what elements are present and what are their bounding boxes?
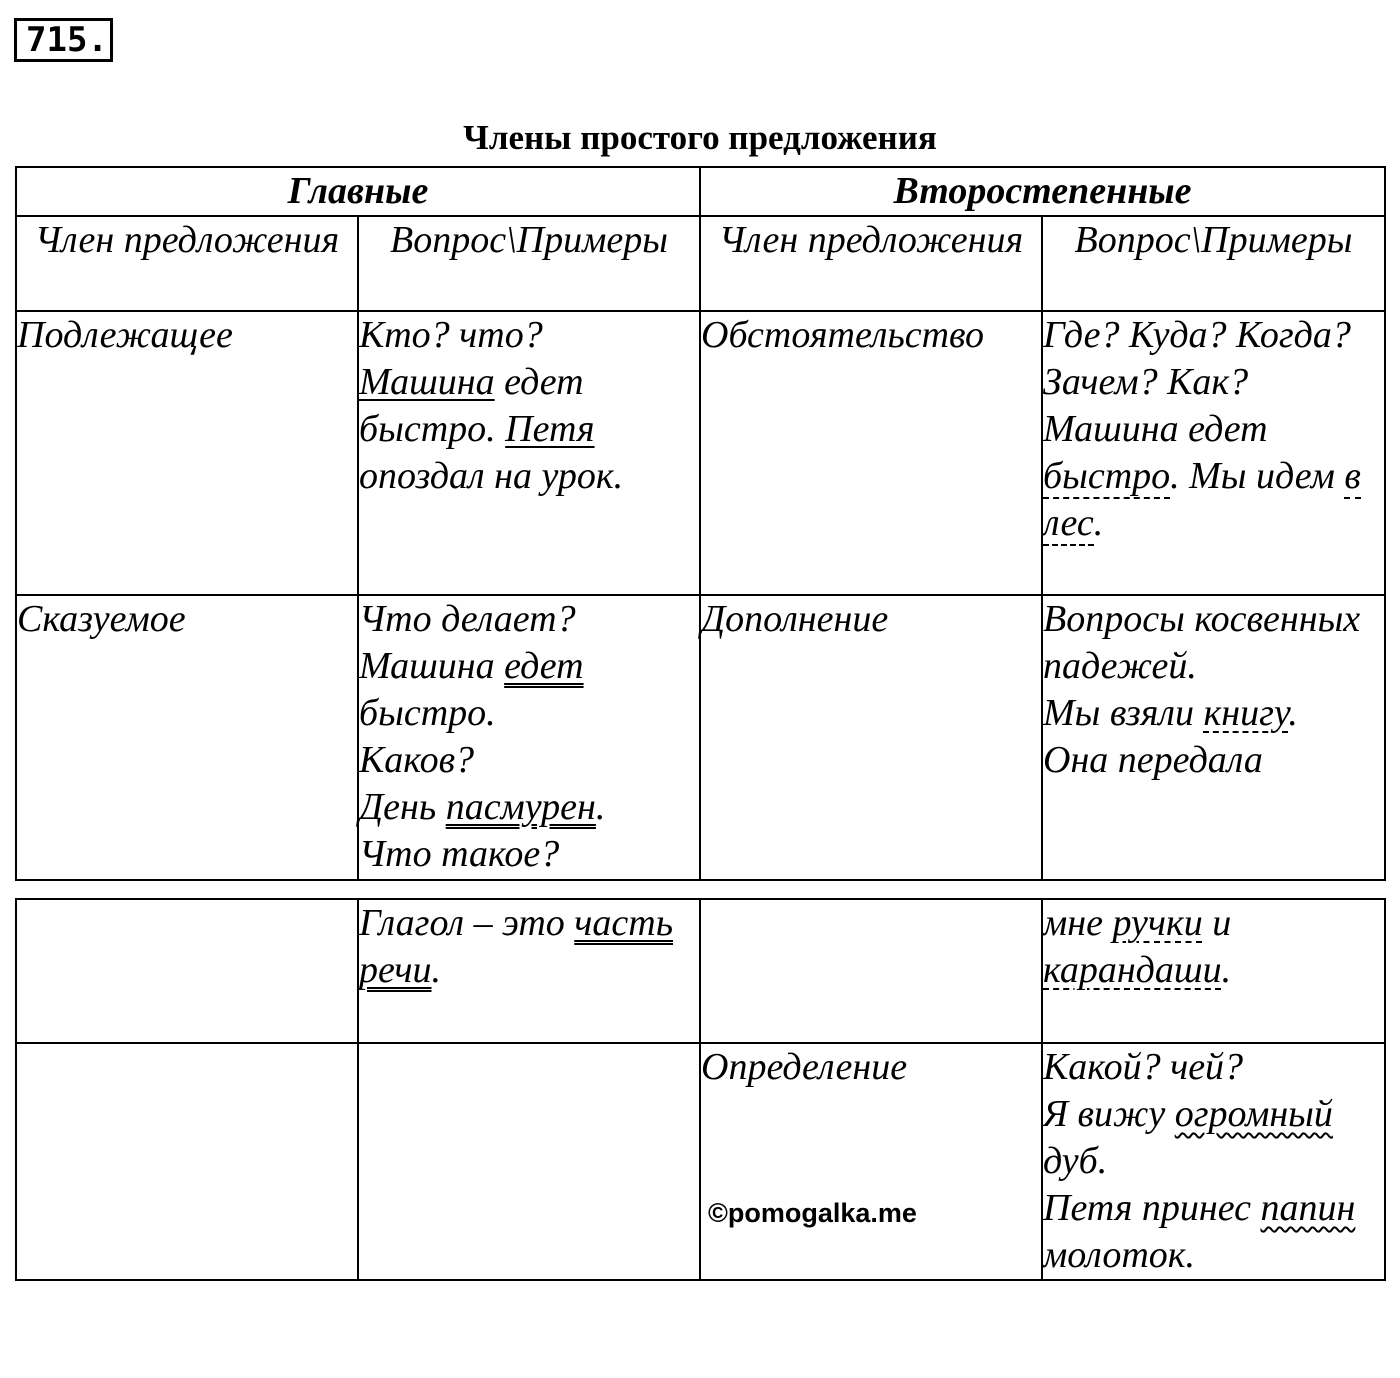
attribute-example-word-2: папин [1260, 1187, 1356, 1229]
predicate-example-word: едет [504, 645, 584, 687]
attribute-example-text-2: дуб. [1043, 1140, 1108, 1182]
predicate-examples-continued [358, 899, 700, 1043]
object-example-text-6: . [1221, 949, 1232, 991]
subject-example-word-2: Петя [505, 408, 595, 450]
empty-cell [16, 899, 358, 1043]
subject-question: Кто? что? [359, 314, 543, 356]
object-example-text: Мы взяли [1043, 692, 1204, 734]
adverbial-example-text-3: . [1093, 502, 1104, 544]
adverbial-examples [1042, 311, 1385, 595]
predicate-example-word-3: часть речи [359, 902, 674, 991]
attribute-name: Определение [700, 1043, 1042, 1280]
watermark: ©pomogalka.me [708, 1198, 917, 1228]
object-questions: Вопросы косвенных падежей. [1043, 598, 1361, 687]
object-example-word-2: ручки [1112, 902, 1203, 944]
predicate-question-3: Что такое? [359, 833, 560, 875]
predicate-example-text-2: быстро. [359, 692, 496, 734]
header-member-secondary: Член предложения [700, 216, 1042, 311]
subject-examples [358, 311, 700, 595]
adverbial-questions: Где? Куда? Когда? Зачем? Как? [1043, 314, 1351, 403]
object-examples-continued [1042, 899, 1385, 1043]
adverbial-example-word-2: в лес [1043, 455, 1361, 544]
object-name: Дополнение [700, 595, 1042, 880]
attribute-example-text: Я вижу [1043, 1093, 1175, 1135]
header-member-main: Член предложения [16, 216, 358, 311]
members-table-part-1 [15, 166, 1386, 881]
exercise-number: 715. [14, 18, 113, 62]
object-example-text-3: Она передала [1043, 739, 1263, 781]
predicate-example-text-5: Глагол – это [359, 902, 575, 944]
column-header-row [16, 216, 1385, 311]
subject-example-text-2: опоздал на урок. [359, 455, 624, 497]
adverbial-name: Обстоятельство [700, 311, 1042, 595]
table-row [16, 595, 1385, 880]
table-row [16, 311, 1385, 595]
subject-example-word: Машина [359, 361, 495, 403]
empty-cell [16, 1043, 358, 1280]
predicate-name: Сказуемое [16, 595, 358, 880]
adverbial-example-text: Машина едет [1043, 408, 1268, 450]
group-main-header: Главные [16, 167, 700, 216]
predicate-example-text-6: . [431, 949, 441, 991]
empty-cell [700, 899, 1042, 1043]
adverbial-example-word: быстро [1043, 455, 1171, 497]
table-title: Члены простого предложения [463, 118, 937, 157]
predicate-example-text: Машина [359, 645, 505, 687]
object-example-word: книгу [1203, 692, 1289, 734]
subject-name: Подлежащее [16, 311, 358, 595]
attribute-example-text-3: Петя принес [1043, 1187, 1261, 1229]
predicate-question-2: Каков? [359, 739, 475, 781]
object-example-text-2: . [1288, 692, 1298, 734]
object-example-text-5: и [1202, 902, 1232, 944]
attribute-questions: Какой? чей? [1043, 1046, 1244, 1088]
group-header-row [16, 167, 1385, 216]
empty-cell [358, 1043, 700, 1280]
group-secondary-header: Второстепенные [700, 167, 1385, 216]
table-row [16, 899, 1385, 1043]
predicate-question-1: Что делает? [359, 598, 576, 640]
subject-example-text: едет быстро. [359, 361, 584, 450]
predicate-example-text-4: . [595, 786, 606, 828]
attribute-examples [1042, 1043, 1385, 1280]
object-example-word-3: карандаши [1043, 949, 1222, 991]
members-table-part-2 [15, 898, 1386, 1281]
predicate-example-text-3: День [359, 786, 446, 828]
attribute-example-word: огромный [1174, 1093, 1333, 1135]
header-question-secondary: Вопрос\Примеры [1042, 216, 1385, 311]
object-examples [1042, 595, 1385, 880]
table-row [16, 1043, 1385, 1280]
predicate-example-word-2: пасмурен [445, 786, 596, 828]
adverbial-example-text-2: . Мы идем [1170, 455, 1345, 497]
object-example-text-4: мне [1043, 902, 1113, 944]
header-question-main: Вопрос\Примеры [358, 216, 700, 311]
attribute-example-text-4: молоток. [1043, 1234, 1196, 1276]
predicate-examples [358, 595, 700, 880]
